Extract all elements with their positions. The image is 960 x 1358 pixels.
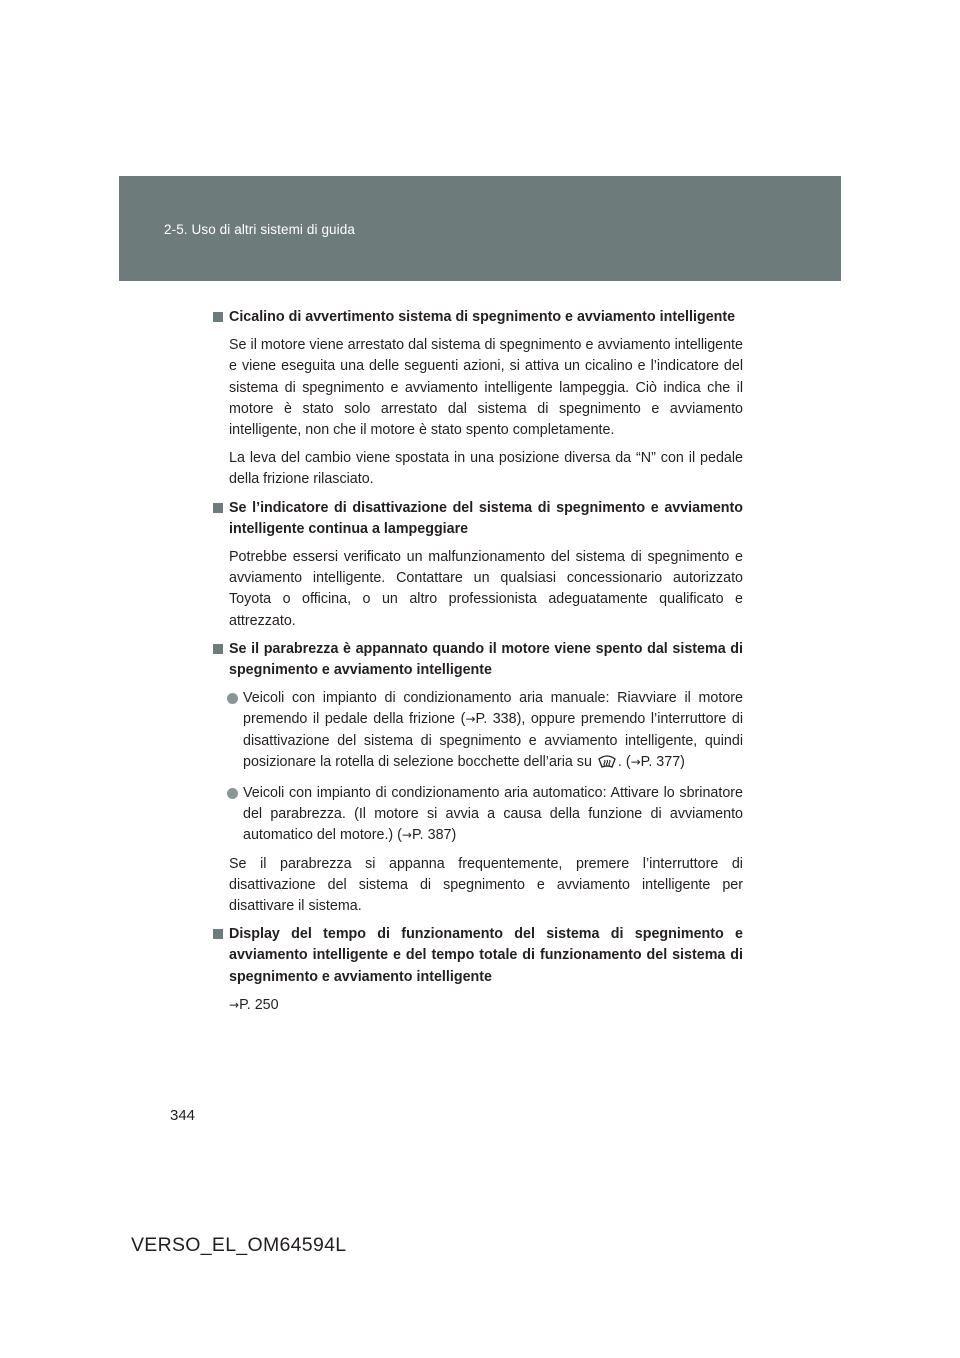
bullet-text: . ( (617, 753, 631, 770)
page-reference: P. 387) (411, 827, 457, 844)
square-bullet-icon (213, 929, 223, 939)
bullet-text: Veicoli con impianto di condizionamento aria automatico: Attivare lo sbrinatore del parabrezza. (Il motore si avvia a causa della funzione di avviamento automatico del motore.) ( (243, 785, 743, 844)
page-reference-line (213, 995, 743, 1016)
document-code: VERSO_EL_OM64594L (131, 1234, 347, 1256)
heading-windshield-fogged (213, 639, 743, 681)
heading-warning-buzzer (213, 307, 743, 328)
paragraph: Se il motore viene arrestato dal sistema di spegnimento e avviamento intelligente e viene eseguita una delle seguenti azioni, si attiva un cicalino e l’indicatore del sistema di spegnimento e avviamento intelligente lampeggia. Ciò indica che il motore è stato solo arrestato dal sistema di spegnimento e avviamento intelligente, non che il motore è stato spento completamente. (229, 337, 743, 439)
bullet-text: Veicoli con impianto di condizionamento aria manuale: Riavviare il motore premendo il pedale della frizione ( (243, 690, 743, 728)
heading-text: Se l’indicatore di disattivazione del sistema di spegnimento e avviamento intelligente continua a lampeggiare (229, 499, 743, 537)
page-content (213, 307, 743, 1023)
arrow-right-icon: → (229, 997, 240, 1012)
heading-text: Cicalino di avvertimento sistema di spegnimento e avviamento intelligente (229, 309, 736, 325)
page-reference: P. 377) (640, 753, 685, 770)
list-item-automatic-ac (213, 783, 743, 847)
arrow-right-icon: → (465, 712, 476, 727)
square-bullet-icon (213, 503, 223, 513)
arrow-right-icon: → (401, 828, 412, 843)
page-reference: P. 338), oppure premendo l’interruttore di disattivazione del sistema di spegnimento e avviamento intelligente, quindi posizionare la rotella di selezione bocchette dell’aria su (243, 711, 743, 770)
heading-indicator-flashing (213, 498, 743, 540)
page-number: 344 (170, 1107, 196, 1124)
list-item-manual-ac (213, 688, 743, 776)
square-bullet-icon (213, 644, 223, 654)
section-title: 2-5. Uso di altri sistemi di guida (164, 222, 355, 237)
heading-operating-time-display (213, 924, 743, 988)
paragraph: Se il parabrezza si appanna frequentemente, premere l’interruttore di disattivazione del sistema di spegnimento e avviamento intelligente per disattivare il sistema. (229, 855, 743, 915)
arrow-right-icon: → (630, 754, 641, 769)
windshield-defroster-icon (597, 753, 617, 776)
paragraph: Potrebbe essersi verificato un malfunzionamento del sistema di spegnimento e avviamento intelligente. Contattare un qualsiasi concessionario autorizzato Toyota o officina, o un altro professionista adeguatamente qualificato e attrezzato. (229, 549, 743, 629)
paragraph: La leva del cambio viene spostata in una posizione diversa da “N” con il pedale della frizione rilasciato. (229, 450, 743, 488)
square-bullet-icon (213, 312, 223, 322)
round-bullet-icon (227, 693, 238, 704)
page-reference: P. 250 (239, 996, 279, 1013)
heading-text: Se il parabrezza è appannato quando il motore viene spento dal sistema di spegnimento e avviamento intelligente (229, 640, 743, 679)
round-bullet-icon (227, 788, 238, 799)
heading-text: Display del tempo di funzionamento del sistema di spegnimento e avviamento intelligente e del tempo totale di funzionamento del sistema di spegnimento e avviamento intelligente (229, 926, 743, 985)
